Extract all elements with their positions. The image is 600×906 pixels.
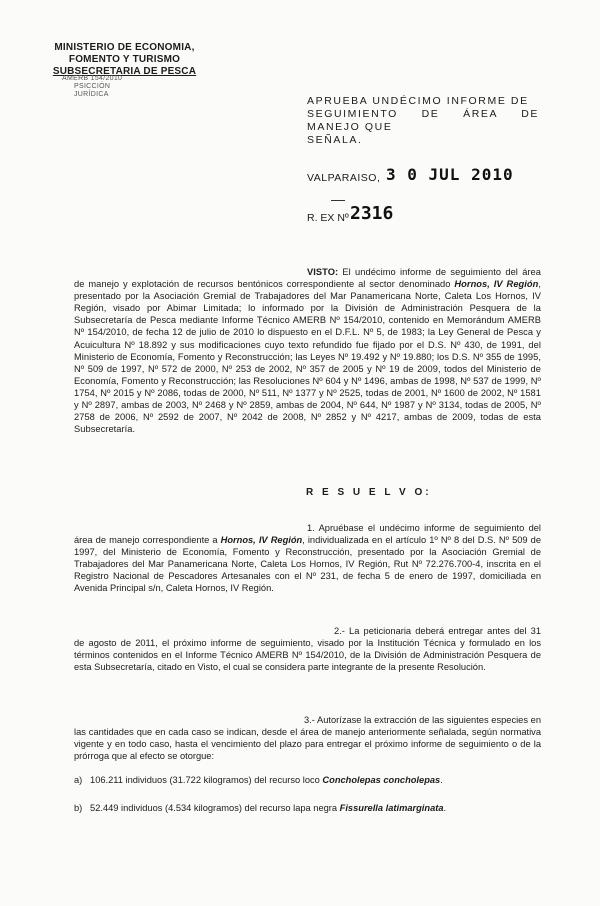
species-item-b: b) 52.449 individuos (4.534 kilogramos) del recurso lapa negra Fissurella latimarginata. — [74, 803, 447, 813]
subsecretaria-name: SUBSECRETARIA DE PESCA — [52, 66, 197, 77]
ministry-header — [42, 42, 207, 78]
stamp — [62, 75, 172, 113]
stamp-line: AMERB 154/2010 — [62, 75, 123, 82]
item-a-species: Concholepas concholepas — [322, 775, 441, 785]
item-2-text: 2.- La peticionaria deberá entregar antes del 31 de agosto de 2011, el próximo informe de seguimiento, visado por la Institución Técnica y formulado en los términos contenidos en el Informe Técnico AMERB Nº 154/2010, de la División de Administración Pesquera de esta Subsecretaría, citado en Visto, el cual se considera parte integrante de la presente Resolución. — [74, 626, 541, 673]
item-3-text: 3.- Autorízase la extracción de las siguientes especies en las cantidades que en cada caso se indican, desde el área de manejo anteriormente señalada, según normativa vigente y en todo caso, hasta el vencimiento del plazo para entregar el próximo informe de seguimiento o de la prórroga que al efecto se otorgue: — [74, 715, 541, 762]
reference-line: SEÑALA. — [307, 134, 363, 146]
visto-label: VISTO: — [307, 267, 339, 277]
reference-line: SEGUIMIENTO DE ÁREA DE MANEJO QUE — [307, 108, 539, 133]
visto-sector: Hornos, IV Región — [454, 279, 539, 290]
item-a-label: a) — [74, 775, 83, 785]
item-1-text: 1. Apruébase el undécimo informe de seguimiento del área de manejo correspondiente a — [74, 523, 541, 546]
stamp-line: JURÍDICA — [74, 91, 109, 98]
resuelvo-item-1 — [74, 522, 541, 595]
item-1-sector: Hornos, IV Región — [220, 535, 303, 546]
resolution-prefix: R. EX Nº — [307, 212, 349, 224]
visto-text: , presentado por la Asociación Gremial de Trabajadores del Mar Panamericana Norte, Caleta Los Hornos, IV Región, visado por Abimar Limitada; lo informado por la División de Administración Pesquera de la Subsecretaría de Pesca mediante Informe Técnico AMERB Nº 154/2010, contenido en Memorándum AMERB Nº 154/2010, de fecha 12 de julio de 2010 lo dispuesto en el D.F.L. Nº 5, de 1983; la Ley General de Pesca y Acuicultura Nº 18.892 y sus modificaciones cuyo texto refundido fue fijado por el D.S. Nº 430, de 1991, del Ministerio de Economía, Fomento y Reconstrucción; las Leyes Nº 19.492 y Nº 19.880; los D.S. Nº 355 de 1995, Nº 509 de 1997, Nº 572 de 2000, Nº 253 de 2002, Nº 357 de 2005 y Nº 19 de 2009, todos del Ministerio de Economía, Fomento y Reconstrucción; las Resoluciones Nº 604 y Nº 1496, ambas de 1998, Nº 537 de 1999, Nº 1754, Nº 2015 y Nº 2086, todas de 2000, Nº 511, Nº 1377 y Nº 2525, todas de 2001, Nº 1600 de 2002, Nº 1581 y Nº 2897, ambas de 2003, Nº 2468 y Nº 2859, ambas de 2004, Nº 644, Nº 1987 y Nº 3134, todas de 2005, Nº 2758 de 2006, Nº 2592 de 2007, Nº 2042 de 2008, Nº 2852 y Nº 4217, ambas de 2009, todas de esta Subsecretaría. — [74, 279, 542, 435]
resolution-number: 2316 — [350, 203, 394, 224]
species-item-a: a) 106.211 individuos (31.722 kilogramos) del recurso loco Concholepas concholepas. — [74, 775, 443, 785]
place: VALPARAISO, — [307, 172, 381, 184]
resuelvo-heading: R E S U E L V O: — [306, 487, 432, 498]
visto-paragraph — [74, 266, 541, 435]
reference-title — [307, 95, 539, 147]
stamp-line: PSICCIÓN — [74, 83, 111, 90]
item-b-text: 52.449 individuos (4.534 kilogramos) del recurso lapa negra — [90, 803, 340, 813]
handwritten-date: 3 0 JUL 2010 — [386, 165, 514, 184]
resuelvo-item-2 — [74, 625, 541, 673]
item-a-text: 106.211 individuos (31.722 kilogramos) del recurso loco — [90, 775, 323, 785]
reference-line: APRUEBA UNDÉCIMO INFORME DE — [307, 95, 529, 107]
ministry-name: MINISTERIO DE ECONOMIA, — [54, 42, 195, 53]
item-b-label: b) — [74, 803, 83, 813]
ministry-subtitle: FOMENTO Y TURISMO — [68, 54, 181, 65]
visto-text: El undécimo informe de seguimiento del área de manejo y explotación de recursos bentónicos correspondiente al sector denominado — [74, 267, 541, 290]
number-mark — [331, 200, 345, 201]
item-1-text: , individualizada en el artículo 1º Nº 8 del D.S. Nº 509 de 1997, del Ministerio de Economía, Fomento y Reconstrucción, presentado por la Asociación Gremial de Trabajadores del Mar Panamericana Norte, Caleta Los Hornos, IV Región, Rut Nº 72.276.700-4, inscrita en el Registro Nacional de Pescadores Artesanales con el Nº 231, de fecha 5 de enero de 1997, domiciliada en Avenida Principal s/n, Caleta Hornos, IV Región. — [74, 535, 541, 594]
resuelvo-item-3 — [74, 714, 541, 762]
item-b-species: Fissurella latimarginata — [339, 803, 444, 813]
